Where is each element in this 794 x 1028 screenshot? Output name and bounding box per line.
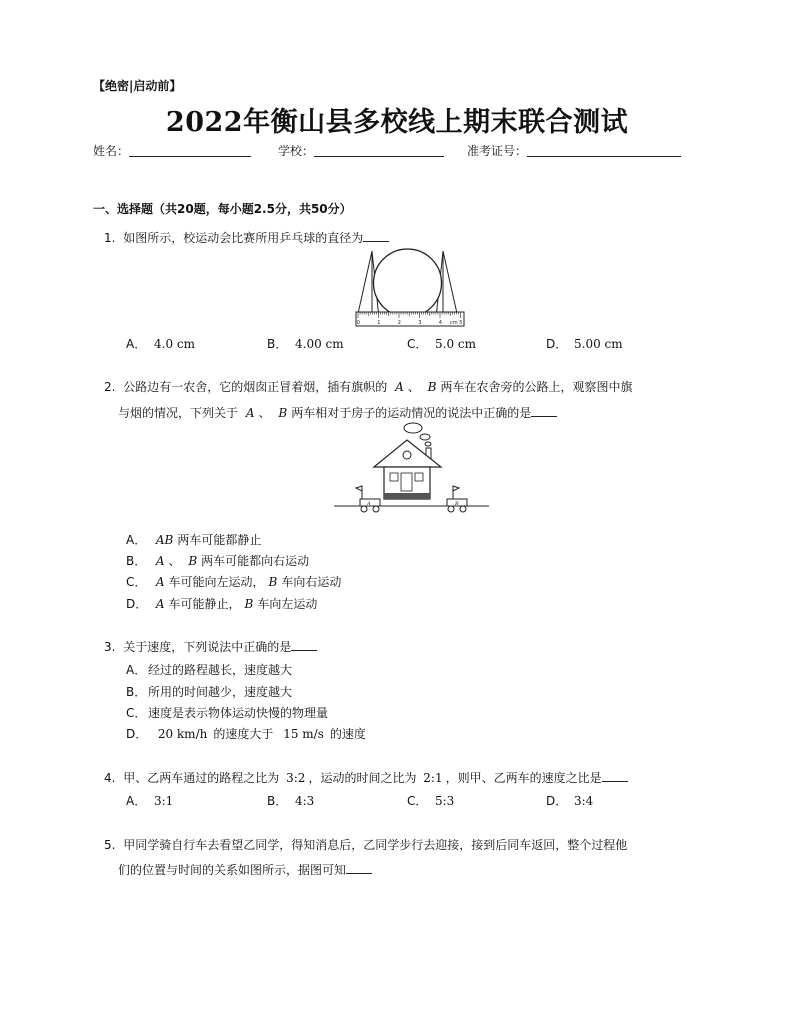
option-text: 经过的路程越长，速度越大	[148, 663, 293, 677]
option-label: C．	[407, 337, 428, 351]
name-blank[interactable]	[129, 144, 251, 157]
ruler-tick-label: 0	[356, 320, 360, 326]
question-text: 甲、乙两车通过的路程之比为	[123, 771, 280, 785]
ruler-tick-label: 2	[397, 320, 401, 326]
option-text: 两车可能都静止	[177, 533, 262, 547]
option-label: B．	[126, 685, 147, 699]
question-3	[104, 638, 317, 655]
option-label: A．	[126, 794, 147, 808]
smoke-puff-small	[425, 442, 431, 446]
question-text: 们的位置与时间的关系如图所示，据图可知	[118, 863, 347, 877]
flag-a	[356, 486, 362, 491]
answer-blank	[531, 406, 557, 417]
variable-a: A	[155, 597, 165, 611]
option-text: 速度是表示物体运动快慢的物理量	[148, 706, 329, 720]
question-number: 5.	[104, 838, 116, 852]
option-text: 3:1	[154, 794, 174, 808]
q4-option-a[interactable]	[126, 792, 173, 809]
window-left	[390, 473, 398, 481]
variable-a: A	[155, 575, 165, 589]
option-text: 4.0 cm	[154, 337, 195, 351]
q2-option-b[interactable]	[126, 552, 309, 569]
name-label: 姓名：	[93, 144, 130, 158]
flag-b	[453, 486, 459, 491]
option-text: 车可能静止，	[168, 597, 241, 611]
q4-option-d[interactable]	[546, 792, 593, 809]
option-label: D．	[126, 597, 148, 611]
question-text: 甲同学骑自行车去看望乙同学，得知消息后，乙同学步行去迎接，接到后同车返回，整个过程他	[123, 838, 628, 852]
door	[401, 473, 412, 491]
ruler-unit-label: cm	[450, 320, 458, 326]
question-text: 两车相对于房子的运动情况的说法中正确的是	[291, 406, 532, 420]
question-5-line2	[118, 861, 372, 878]
question-number: 1.	[104, 231, 116, 245]
variable-a: A	[155, 554, 165, 568]
option-text: 5.00 cm	[574, 337, 623, 351]
answer-blank	[346, 863, 372, 874]
option-text: 4:3	[295, 794, 315, 808]
q3-option-d[interactable]	[126, 725, 366, 742]
option-text: 3:4	[574, 794, 594, 808]
farmhouse-cars-figure	[334, 420, 489, 520]
window-right	[415, 473, 423, 481]
ruler-tick-label: 1	[377, 320, 381, 326]
q3-option-b[interactable]	[126, 683, 292, 700]
exam-number-field[interactable]	[467, 142, 681, 159]
variable-b: B	[188, 554, 198, 568]
option-text: 车向左运动	[257, 597, 318, 611]
option-text: 5.0 cm	[435, 337, 476, 351]
ruler-tick-label: 4	[438, 320, 442, 326]
option-text: 车可能向左运动，	[168, 575, 265, 589]
ping-pong-ruler-figure	[352, 248, 468, 328]
speed-value-1: 20 km/h	[157, 727, 208, 741]
option-label: C．	[407, 794, 428, 808]
option-text: 车向右运动	[281, 575, 342, 589]
ruler-tick-label: 5	[459, 320, 463, 326]
option-label: A．	[126, 337, 147, 351]
option-label: B．	[267, 337, 288, 351]
question-text: ，运动的时间之比为	[308, 771, 417, 785]
school-blank[interactable]	[314, 144, 444, 157]
variable-ab: AB	[155, 533, 174, 547]
variable-b: B	[244, 597, 254, 611]
option-label: B．	[267, 794, 288, 808]
ratio-distance: 3:2	[286, 771, 306, 785]
answer-blank	[291, 640, 317, 651]
smoke-puff-mid	[420, 434, 430, 440]
question-text: 两车在农舍旁的公路上，观察图中旗	[440, 380, 633, 394]
school-label: 学校：	[278, 144, 315, 158]
separator: 、	[258, 406, 271, 420]
variable-b: B	[268, 575, 278, 589]
option-label: D．	[546, 794, 568, 808]
q2-option-c[interactable]	[126, 573, 341, 590]
question-1	[104, 229, 389, 246]
variable-a: A	[395, 380, 404, 394]
q1-option-b[interactable]	[267, 335, 344, 352]
question-text: ，则甲、乙两车的速度之比是	[445, 771, 602, 785]
question-4	[104, 769, 628, 786]
variable-b: B	[278, 406, 288, 420]
question-text: 关于速度，下列说法中正确的是	[123, 640, 292, 654]
question-number: 2.	[104, 380, 116, 394]
q3-option-c[interactable]	[126, 704, 328, 721]
ruler-tick-label: 3	[418, 320, 422, 326]
answer-blank	[602, 771, 628, 782]
option-text: 所用的时间越少，速度越大	[148, 685, 293, 699]
option-text: 两车可能都向右运动	[201, 554, 310, 568]
variable-b: B	[427, 380, 437, 394]
ratio-time: 2:1	[423, 771, 443, 785]
name-field[interactable]	[93, 142, 251, 159]
q4-option-c[interactable]	[407, 792, 454, 809]
q1-option-d[interactable]	[546, 335, 623, 352]
q2-option-a[interactable]	[126, 531, 261, 548]
separator: 、	[168, 554, 181, 568]
answer-blank	[363, 231, 389, 242]
option-text: 5:3	[435, 794, 455, 808]
option-label: A．	[126, 533, 147, 547]
option-label: C．	[126, 575, 147, 589]
q3-option-a[interactable]	[126, 661, 292, 678]
school-field[interactable]	[278, 142, 444, 159]
round-window	[403, 451, 411, 459]
option-text: 的速度大于	[213, 727, 274, 741]
option-label: D．	[126, 727, 148, 741]
confidential-tag: 【绝密|启动前】	[93, 79, 182, 93]
ping-pong-ball	[374, 249, 442, 317]
smoke-puff-large	[404, 423, 422, 433]
question-number: 3.	[104, 640, 116, 654]
q1-option-c[interactable]	[407, 335, 476, 352]
exam-number-label: 准考证号：	[467, 144, 528, 158]
question-text: 如图所示，校运动会比赛所用乒乓球的直径为	[123, 231, 364, 245]
speed-value-2: 15 m/s	[283, 727, 324, 741]
option-label: B．	[126, 554, 147, 568]
section-heading: 一、选择题（共20题，每小题2.5分，共50分）	[93, 202, 352, 216]
car-b-label: B	[455, 501, 459, 507]
exam-title: 2022年衡山县多校线上期末联合测试	[165, 107, 629, 138]
question-2-line2	[118, 404, 557, 421]
question-text: 与烟的情况，下列关于	[118, 406, 239, 420]
car-a-label: A	[367, 501, 371, 507]
question-number: 4.	[104, 771, 116, 785]
q2-option-d[interactable]	[126, 595, 317, 612]
question-text: 公路边有一农舍，它的烟囱正冒着烟，插有旗帜的	[123, 380, 388, 394]
q1-option-a[interactable]	[126, 335, 195, 352]
separator: 、	[407, 380, 420, 394]
question-5	[104, 836, 627, 853]
variable-a: A	[245, 406, 255, 420]
option-label: D．	[546, 337, 568, 351]
question-2	[104, 378, 632, 395]
option-text: 4.00 cm	[295, 337, 344, 351]
option-label: C．	[126, 706, 147, 720]
house-foundation	[384, 493, 430, 499]
exam-number-blank[interactable]	[527, 144, 681, 157]
q4-option-b[interactable]	[267, 792, 314, 809]
option-label: A．	[126, 663, 147, 677]
option-text: 的速度	[329, 727, 366, 741]
